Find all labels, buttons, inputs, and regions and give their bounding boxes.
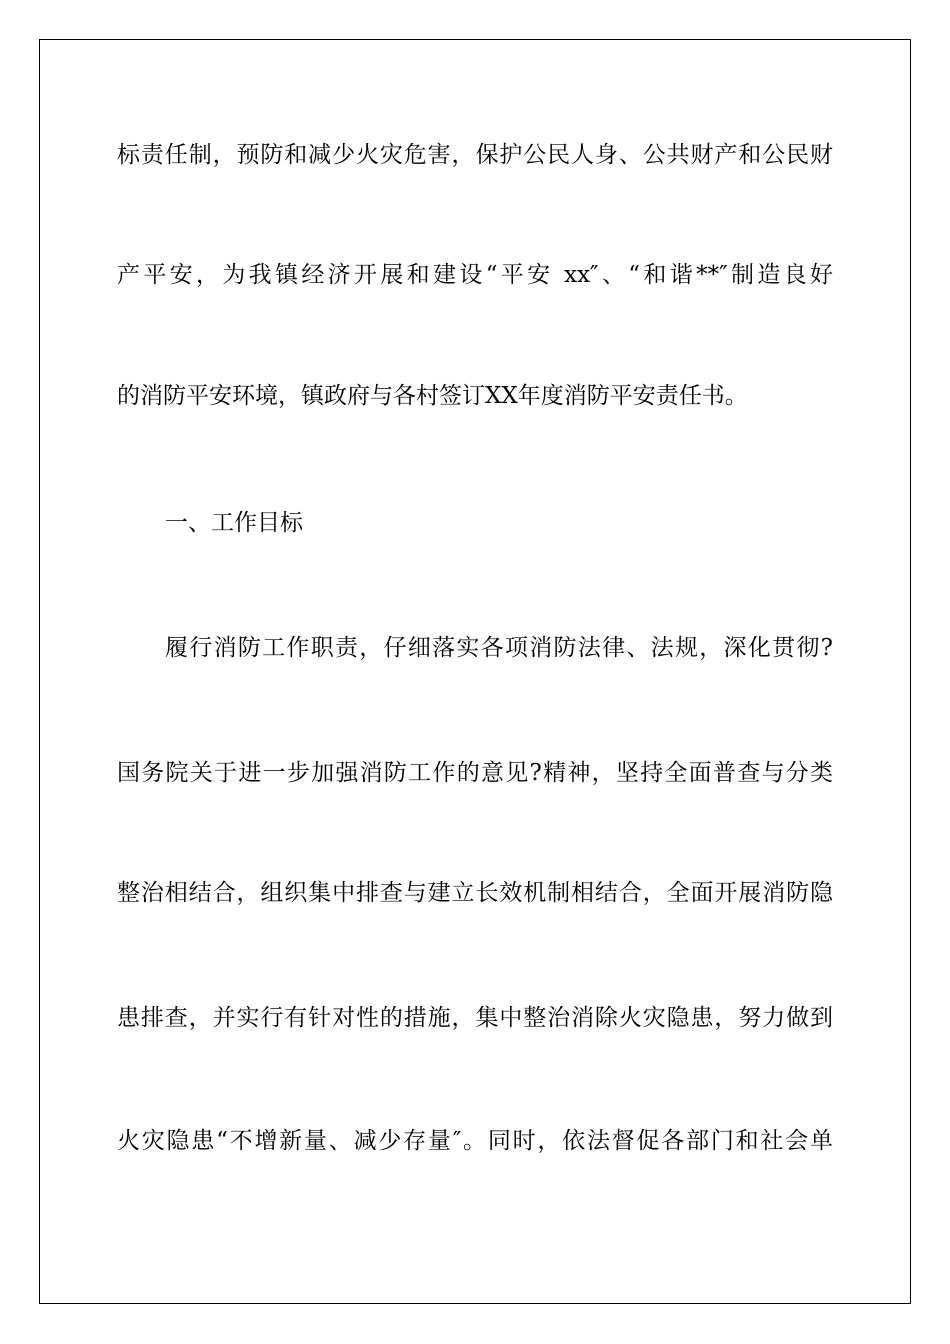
body-text-line: 患排查，并实行有针对性的措施，集中整治消除火灾隐患，努力做到	[117, 1005, 833, 1031]
body-text-line: 产平安，为我镇经济开展和建设“平安 xx″、“和谐**″制造良好	[117, 262, 833, 288]
body-text-line: 标责任制，预防和减少火灾危害，保护公民人身、公共财产和公民财	[117, 142, 833, 168]
body-text-line: 履行消防工作职责，仔细落实各项消防法律、法规，深化贯彻?	[165, 635, 833, 661]
body-text-line: 火灾隐患“不增新量、减少存量″。同时，依法督促各部门和社会单	[117, 1128, 833, 1154]
page-border	[39, 39, 911, 1304]
body-text-line: 国务院关于进一步加强消防工作的意见?精神，坚持全面普查与分类	[117, 760, 833, 786]
body-text-line: 整治相结合，组织集中排查与建立长效机制相结合，全面开展消防隐	[117, 880, 833, 906]
section-heading: 一、工作目标	[165, 510, 303, 536]
body-text-line: 的消防平安环境，镇政府与各村签订XX年度消防平安责任书。	[117, 383, 748, 409]
